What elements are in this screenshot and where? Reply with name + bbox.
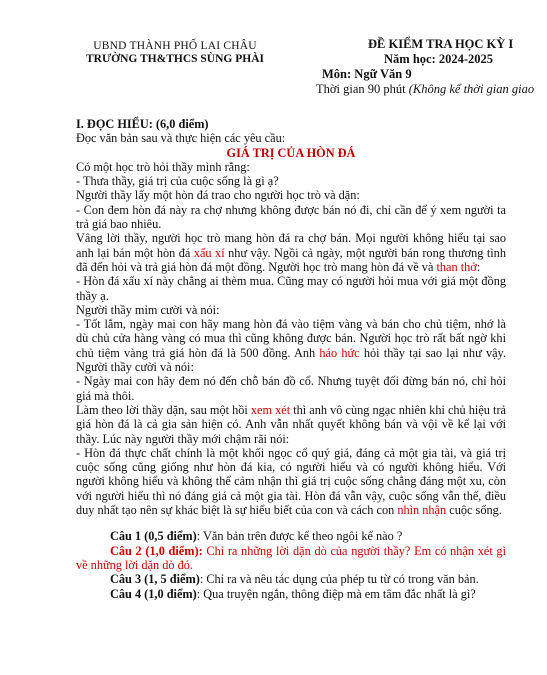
exam-header bbox=[318, 37, 547, 97]
story-paragraph: Có một học trò hỏi thầy mình rằng: bbox=[76, 159, 250, 174]
story-paragraph: Làm theo lời thầy dặn, sau một hồi xem xét thì anh vô cùng ngạc nhiên khi chủ hiệu trả giá hòn đá là cả gia sản hiện có. Anh vẫn nhất quyết không bán và vội về kể lại với thầy. Lúc này người thầy mới chậm rãi nói: bbox=[76, 402, 507, 446]
school-header bbox=[60, 40, 290, 66]
story-paragraph: - Ngày mai con hãy đem nó đến chỗ bán đồ cổ. Nhưng tuyệt đối đừng bán nó, chỉ hỏi giá mà thôi. bbox=[76, 374, 506, 403]
highlight-word: háo hức bbox=[319, 345, 360, 360]
story-paragraph: - Hòn đá thực chất chính là một khối ngọc cổ quý giá, đáng cả một gia tài, và giá trị cuộc sống cũng giống như hòn đá kia, có người hiểu và có người không hiểu. Với người không hiểu và không thể cảm nhận thì giá trị cuộc sống chẳng đáng một xu, còn với người hiểu thì nó đáng giá cả một gia tài. Hòn đá vẫn vậy, cuộc sống vẫn thế, điều duy nhất tạo nên sự khác biệt là sự hiểu biết của con và cách con nhìn nhận cuộc sống. bbox=[76, 445, 506, 518]
exam-content bbox=[76, 117, 506, 601]
question-3: Câu 3 (1, 5 điểm): Chỉ ra và nêu tác dụng của phép tu từ có trong văn bản. bbox=[110, 572, 479, 587]
question-1: Câu 1 (0,5 điểm): Văn bản trên được kể theo ngôi kể nào ? bbox=[110, 529, 403, 544]
story-paragraph: Người thầy mỉm cười và nói: bbox=[76, 302, 220, 317]
story-paragraph: Người thầy lấy một hòn đá trao cho người học trò và dặn: bbox=[76, 188, 360, 203]
question-list bbox=[76, 529, 506, 600]
story-paragraph: - Tốt lắm, ngày mai con hãy mang hòn đá vào tiệm vàng và bán cho chủ tiệm, nhớ là dù chủ cửa hàng vàng có mua thì cũng không được bán. Người học trò rất bất ngờ khi chủ tiệm vàng trả giá hòn đá là 500 đồng. Anh háo hức hỏi thầy tại sao lại như vậy. Người thầy cười và nói: bbox=[76, 317, 506, 375]
question-2: Câu 2 (1,0 điểm): Chỉ ra những lời dặn dò của người thầy? Em có nhận xét gì về những lời dặn dò đó. bbox=[76, 543, 506, 572]
story-paragraph: - Con đem hòn đá này ra chợ nhưng không được bán nó đi, chỉ cần để ý xem người ta trả giá bao nhiêu. bbox=[76, 202, 506, 232]
city-committee: UBND THÀNH PHỐ LAI CHÂU bbox=[93, 40, 257, 52]
subject: Môn: Ngữ Văn 9 bbox=[322, 67, 412, 81]
exam-title: ĐỀ KIỂM TRA HỌC KỲ I bbox=[368, 37, 514, 51]
question-4: Câu 4 (1,0 điểm): Qua truyện ngắn, thông điệp mà em tâm đắc nhất là gì? bbox=[110, 586, 476, 601]
exam-duration: Thời gian 90 phút (Không kể thời gian giao bbox=[316, 82, 535, 96]
highlight-word: than thở bbox=[436, 259, 477, 274]
highlight-word: nhìn nhận bbox=[397, 503, 447, 518]
story-title: GIÁ TRỊ CỦA HÒN ĐÁ bbox=[226, 145, 356, 160]
story-paragraph: - Thưa thầy, giá trị của cuộc sống là gì ạ? bbox=[76, 174, 279, 189]
school-year: Năm học: 2024-2025 bbox=[384, 52, 494, 66]
highlight-word: xem xét bbox=[250, 402, 291, 417]
section-title: I. ĐỌC HIỂU: (6,0 điểm) bbox=[76, 117, 209, 131]
story-paragraph: Vâng lời thầy, người học trò mang hòn đá ra chợ bán. Mọi người không hiểu tại sao anh lại bán một hòn đá xấu xí như vậy. Ngồi cả ngày, một người bán rong thương tình đã đến hỏi và trả giá hòn đá một đồng. Người học trò mang hòn đá về và than thở: bbox=[76, 231, 506, 274]
highlight-word: xấu xí bbox=[193, 245, 225, 260]
instruction: Đọc văn bản sau và thực hiện các yêu cầu: bbox=[76, 131, 286, 146]
school-name: TRƯỜNG TH&THCS SÙNG PHÀI bbox=[86, 53, 264, 65]
story-paragraph: - Hòn đá xấu xí này chẳng ai thèm mua. Cũng may có người hỏi mua với giá một đồng thầy ạ. bbox=[76, 274, 506, 303]
